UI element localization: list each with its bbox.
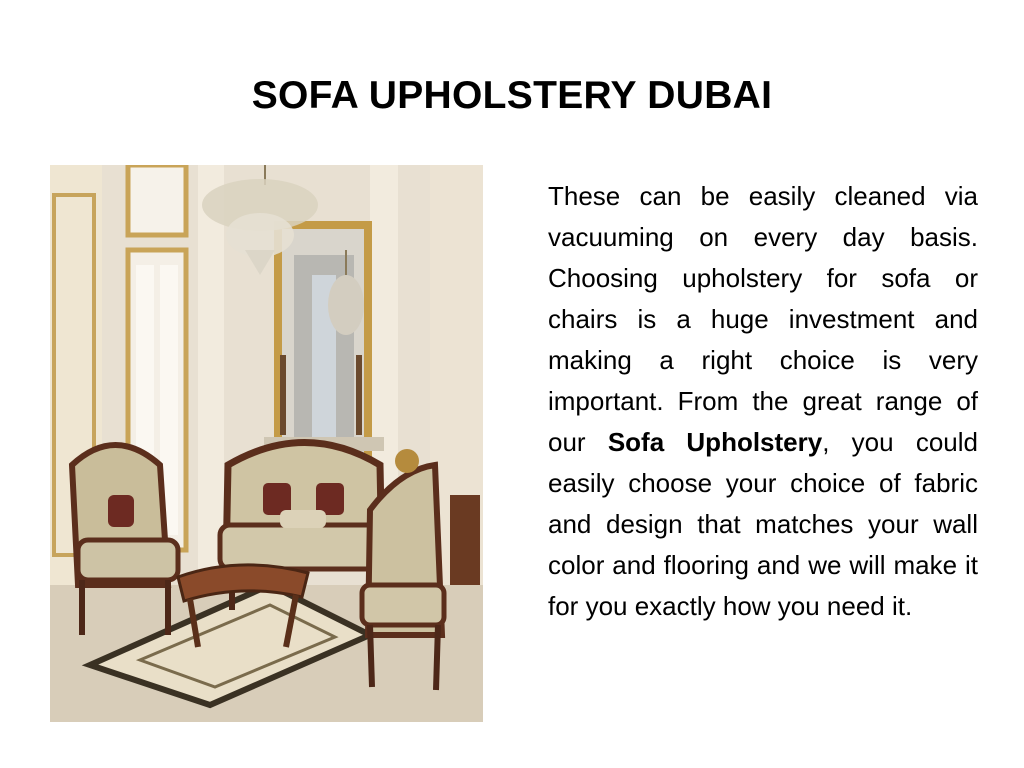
description-text-end: , you could easily choose your choice of fabric and design that matches your wall color and flooring and we will make it for you exactly how you need it. (548, 427, 978, 621)
slide-title: SOFA UPHOLSTERY DUBAI (251, 74, 773, 117)
description-paragraph (548, 176, 978, 627)
sofa-upholstery-highlight: Sofa Upholstery (607, 427, 823, 457)
description-text-start: These can be easily cleaned via vacuuming on every day basis. Choosing upholstery for sofa or chairs is a huge investment and making a right choice is very important. From the great range of our (548, 181, 978, 457)
living-room-photo (50, 165, 483, 722)
